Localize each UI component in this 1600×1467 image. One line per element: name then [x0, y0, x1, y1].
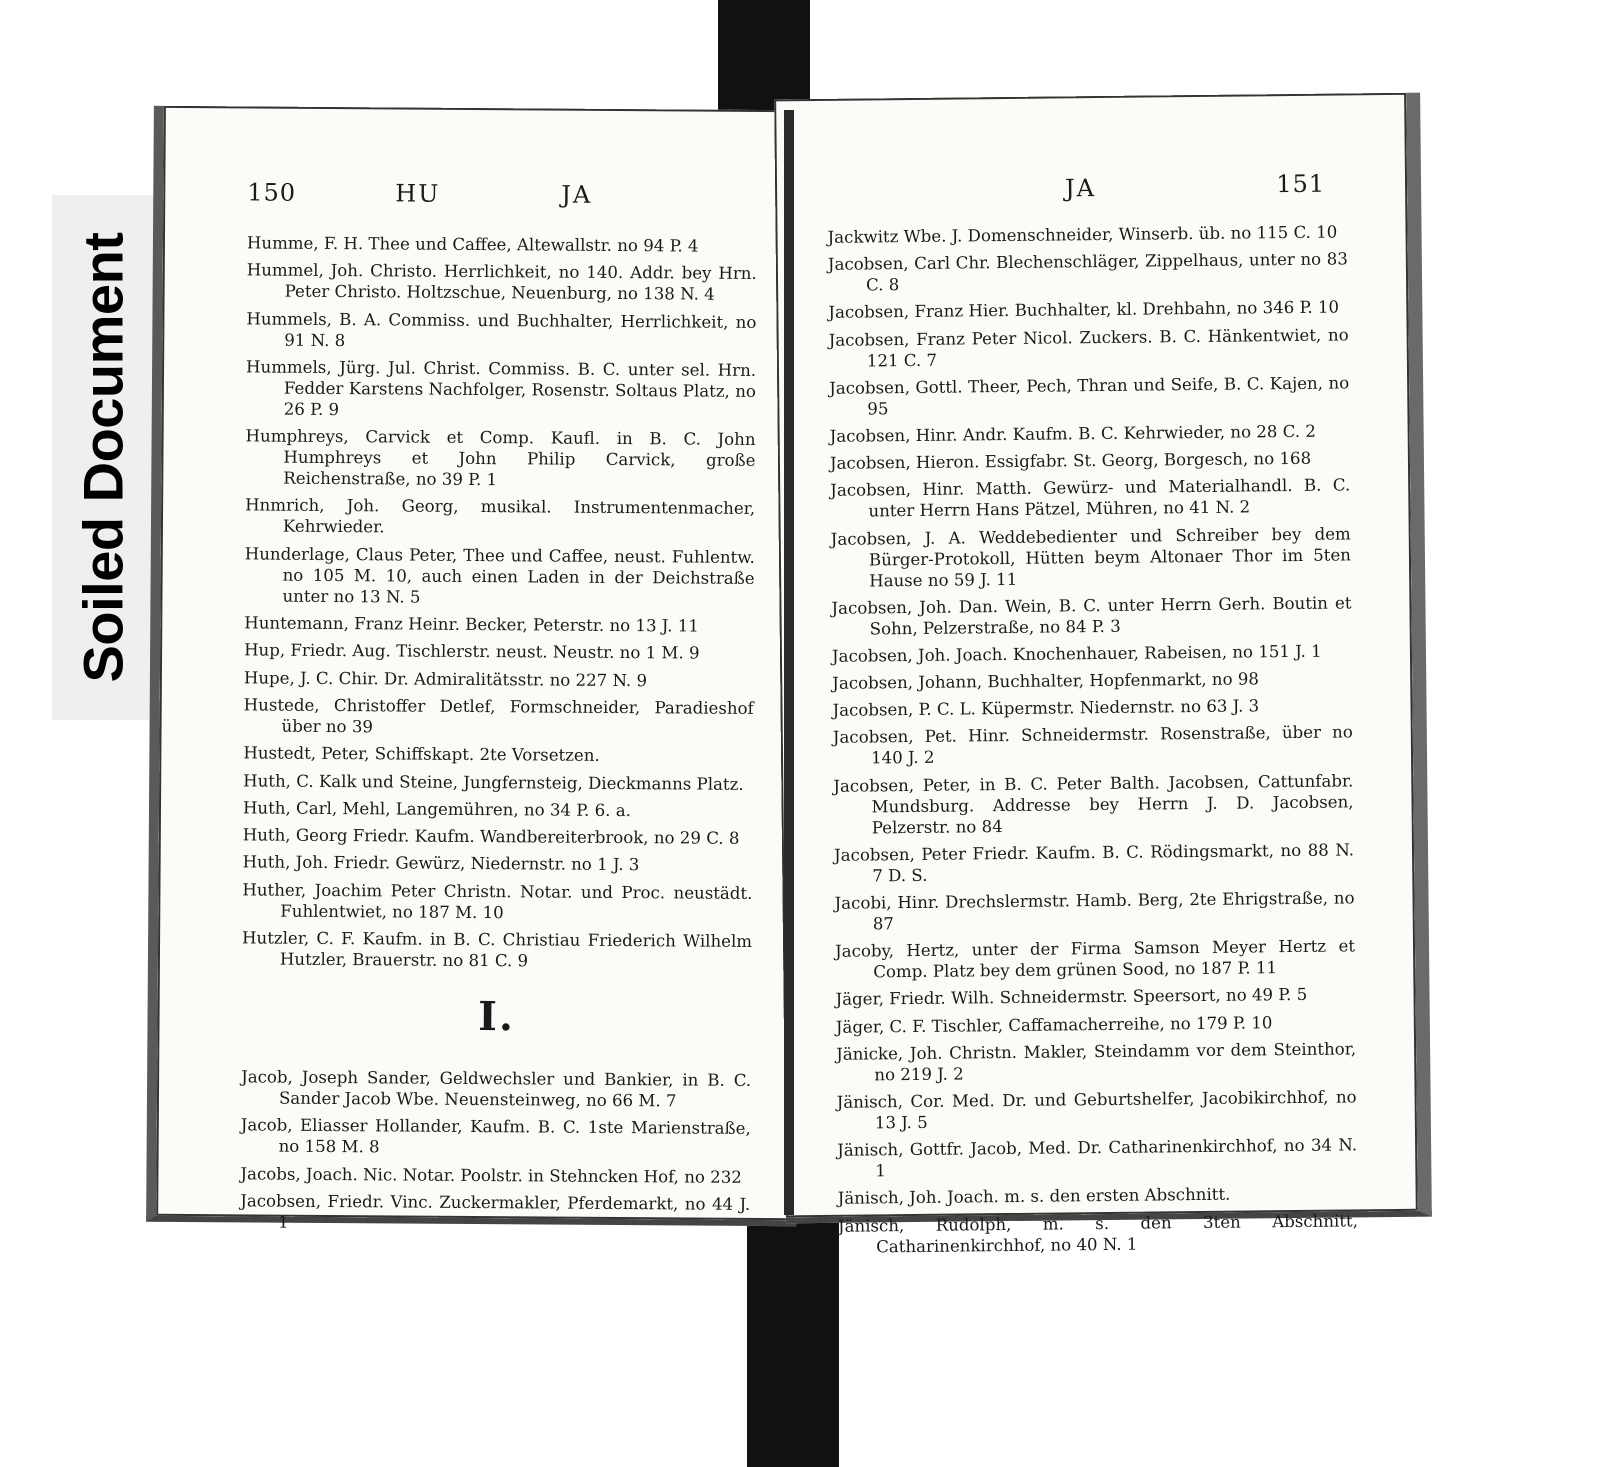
directory-entry: Jacobsen, Pet. Hinr. Schneidermstr. Rosenstraße, über no 140 J. 2	[832, 722, 1353, 768]
running-head-left: HU	[395, 179, 441, 208]
directory-entry: Jacobsen, Joh. Dan. Wein, B. C. unter Herrn Gerh. Boutin et Sohn, Pelzerstraße, no 84 P. 3	[831, 593, 1352, 639]
directory-entry: Hunderlage, Claus Peter, Thee und Caffee, neust. Fuhlentw. no 105 M. 10, auch einen Laden in der Deichstraße unter no 13 N. 5	[244, 544, 755, 607]
directory-entry: Jacobsen, P. C. L. Küpermstr. Niedernstr. no 63 J. 3	[832, 696, 1260, 721]
directory-entry: Hummels, B. A. Commiss. und Buchhalter, Herrlichkeit, no 91 N. 8	[246, 308, 757, 350]
directory-entry: Jacobsen, Gottl. Theer, Pech, Thran und Seife, B. C. Kajen, no 95	[829, 373, 1350, 419]
soiled-document-text: Soiled Document	[71, 232, 135, 683]
directory-entry: Hnmrich, Joh. Georg, musikal. Instrumentenmacher, Kehrwieder.	[245, 495, 756, 537]
directory-entry: Jackwitz Wbe. J. Domenschneider, Winserb. üb. no 115 C. 10	[827, 222, 1338, 247]
directory-entry: Jacobsen, Hinr. Matth. Gewürz- und Materialhandl. B. C. unter Herrn Hans Pätzel, Mühren, no 41 N. 2	[830, 475, 1351, 521]
directory-entry: Jacobsen, Franz Peter Nicol. Zuckers. B. C. Hänkentwiet, no 121 C. 7	[828, 324, 1349, 371]
directory-entry: Jacobsen, Franz Hier. Buchhalter, kl. Drehbahn, no 346 P. 10	[828, 297, 1340, 323]
left-page	[146, 106, 804, 1232]
directory-entry: Jacobsen, Hinr. Andr. Kaufm. B. C. Kehrwieder, no 28 C. 2	[829, 421, 1317, 446]
directory-entry: Jäger, Friedr. Wilh. Schneidermstr. Speersort, no 49 P. 5	[835, 985, 1308, 1010]
running-head-right: JA	[561, 180, 593, 209]
directory-entry: Hup, Friedr. Aug. Tischlerstr. neust. Neustr. no 1 M. 9	[244, 640, 700, 663]
directory-entry: Jacobsen, Peter Friedr. Kaufm. B. C. Rödingsmarkt, no 88 N. 7 D. S.	[833, 840, 1355, 886]
directory-entry: Hummels, Jürg. Jul. Christ. Commiss. B. C. unter sel. Hrn. Fedder Karstens Nachfolger, Rosenstr. Soltaus Platz, no 26 P. 9	[246, 357, 757, 419]
directory-entry: Jacobs, Joach. Nic. Notar. Poolstr. in Stehncken Hof, no 232	[240, 1164, 742, 1187]
directory-entry: Jänisch, Rudolph, m. s. den 3ten Abschnitt, Catharinenkirchhof, no 40 N. 1	[837, 1210, 1359, 1256]
directory-entry: Huther, Joachim Peter Christn. Notar. und Proc. neustädt. Fuhlentwiet, no 187 M. 10	[242, 880, 753, 922]
directory-entry: Huth, C. Kalk und Steine, Jungfernsteig, Dieckmanns Platz.	[243, 770, 744, 794]
page-number: 151	[1276, 169, 1326, 199]
directory-entry: Jacoby, Hertz, unter der Firma Samson Meyer Hertz et Comp. Platz bey dem grünen Sood, no 187 P. 11	[834, 936, 1356, 982]
directory-entry: Huntemann, Franz Heinr. Becker, Peterstr. no 13 J. 11	[244, 613, 699, 636]
directory-entry: Jänisch, Joh. Joach. m. s. den ersten Abschnitt.	[837, 1185, 1231, 1209]
directory-entry: Jänisch, Cor. Med. Dr. und Geburtshelfer, Jacobikirchhof, no 13 J. 5	[836, 1087, 1357, 1133]
directory-entries	[827, 221, 1358, 1263]
directory-entry: Humphreys, Carvick et Comp. Kaufl. in B. C. John Humphreys et John Philip Carvick, große Reichenstraße, no 39 P. 1	[245, 426, 756, 490]
binding-strap-top	[718, 0, 810, 110]
directory-entry: Jacob, Eliasser Hollander, Kaufm. B. C. 1ste Marienstraße, no 158 M. 8	[240, 1115, 751, 1157]
directory-entry: Jacobi, Hinr. Drechslermstr. Hamb. Berg, 2te Ehrigstraße, no 87	[834, 888, 1355, 934]
binding-strap-bottom	[747, 1215, 839, 1467]
directory-entry: Hummel, Joh. Christo. Herrlichkeit, no 140. Addr. bey Hrn. Peter Christo. Holtzschue, Neuenburg, no 138 N. 4	[246, 260, 757, 304]
directory-entry: Jacobsen, Hieron. Essigfabr. St. Georg, Borgesch, no 168	[829, 448, 1312, 473]
directory-entry: Jacobsen, Friedr. Vinc. Zuckermakler, Pferdemarkt, no 44 J. 1	[240, 1191, 751, 1232]
directory-entry: Hustedt, Peter, Schiffskapt. 2te Vorsetzen.	[243, 743, 600, 766]
directory-entry: Huth, Joh. Friedr. Gewürz, Niedernstr. no 1 J. 3	[242, 852, 640, 875]
directory-entries	[240, 232, 757, 1242]
directory-entry: Jänisch, Gottfr. Jacob, Med. Dr. Catharinenkirchhof, no 34 N. 1	[837, 1135, 1358, 1181]
book-gutter	[784, 110, 794, 1215]
directory-entry: Jacobsen, J. A. Weddebedienter und Schreiber bey dem Bürger-Protokoll, Hütten beym Altonaer Thor im 5ten Hause no 59 J. 11	[830, 523, 1352, 590]
directory-entry: Jacobsen, Johann, Buchhalter, Hopfenmarkt, no 98	[832, 669, 1260, 693]
directory-entry: Jacobsen, Peter, in B. C. Peter Balth. Jacobsen, Cattunfabr. Mundsburg. Addresse bey Herrn J. D. Jacobsen, Pelzerstr. no 84	[833, 771, 1354, 838]
right-page	[774, 93, 1432, 1256]
directory-entry: Hutzler, C. F. Kaufm. in B. C. Christiau Friederich Wilhelm Hutzler, Brauerstr. no 81 C. 9	[242, 928, 753, 971]
soiled-document-label	[52, 195, 154, 720]
directory-entry: Huth, Carl, Mehl, Langemühren, no 34 P. 6. a.	[242, 798, 631, 820]
directory-entry: Jacobsen, Carl Chr. Blechenschläger, Zippelhaus, unter no 83 C. 8	[827, 249, 1348, 295]
directory-entry: Jäger, C. F. Tischler, Caffamacherreihe, no 179 P. 10	[835, 1012, 1273, 1037]
section-letter: I.	[478, 993, 516, 1041]
page-number: 150	[247, 178, 297, 207]
directory-entry: Huth, Georg Friedr. Kaufm. Wandbereiterbrook, no 29 C. 8	[242, 825, 740, 849]
directory-entry: Humme, F. H. Thee und Caffee, Altewallstr. no 94 P. 4	[246, 233, 699, 256]
directory-entry: Jacob, Joseph Sander, Geldwechsler und Bankier, in B. C. Sander Jacob Wbe. Neuensteinweg, no 66 M. 7	[241, 1067, 752, 1111]
directory-entry: Hustede, Christoffer Detlef, Formschneider, Paradieshof über no 39	[243, 695, 754, 737]
directory-entry: Jänicke, Joh. Christn. Makler, Steindamm vor dem Steinthor, no 219 J. 2	[836, 1039, 1357, 1085]
running-head: JA	[1064, 174, 1097, 203]
directory-entry: Jacobsen, Joh. Joach. Knochenhauer, Rabeisen, no 151 J. 1	[831, 641, 1322, 666]
directory-entry: Hupe, J. C. Chir. Dr. Admiralitätsstr. no 227 N. 9	[243, 668, 648, 690]
